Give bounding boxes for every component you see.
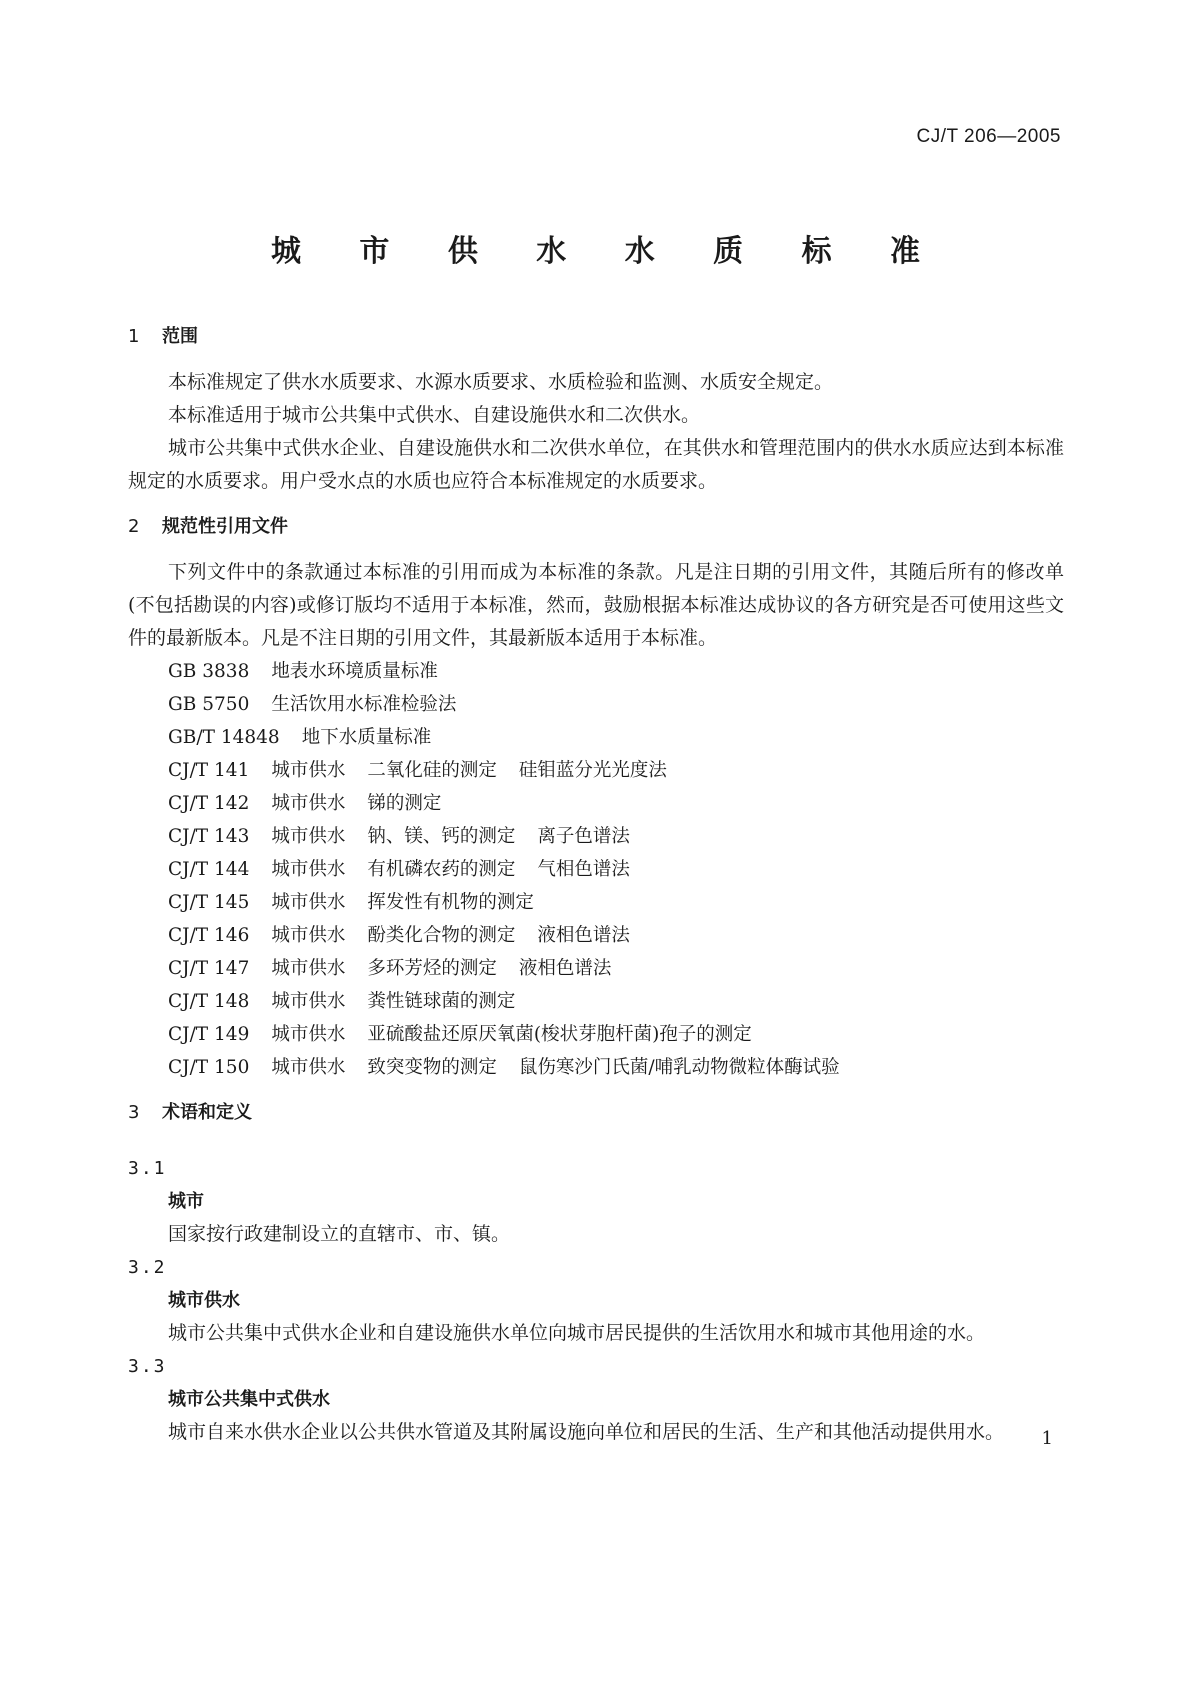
reference-code: CJ/T 145 xyxy=(168,892,250,913)
section-number: 1 xyxy=(128,326,140,347)
definition: 国家按行政建制设立的直辖市、市、镇。 xyxy=(168,1223,511,1245)
document-body xyxy=(128,320,1064,1449)
reference-title: 挥发性有机物的测定 xyxy=(367,892,534,913)
reference-item xyxy=(128,754,1064,787)
reference-code: CJ/T 149 xyxy=(168,1024,250,1045)
paragraph: 本标准规定了供水水质要求、水源水质要求、水质检验和监测、水质安全规定。 xyxy=(168,371,834,393)
reference-title: 液相色谱法 xyxy=(537,925,630,946)
clause-number: 3.2 xyxy=(128,1257,167,1278)
section-heading-normative-references xyxy=(128,510,1064,544)
clause-number: 3.3 xyxy=(128,1356,167,1377)
reference-code: CJ/T 147 xyxy=(168,958,250,979)
reference-title: 城市供水 xyxy=(271,859,346,880)
reference-title: 城市供水 xyxy=(271,1024,346,1045)
reference-item xyxy=(128,919,1064,952)
reference-title: 城市供水 xyxy=(271,892,346,913)
page-number: 1 xyxy=(1041,1428,1053,1449)
reference-code: CJ/T 146 xyxy=(168,925,250,946)
clause-3-1 xyxy=(128,1152,1064,1251)
reference-code: GB 3838 xyxy=(168,661,250,682)
reference-title: 亚硫酸盐还原厌氧菌(梭状芽胞杆菌)孢子的测定 xyxy=(367,1024,752,1045)
reference-item xyxy=(128,820,1064,853)
reference-title: 城市供水 xyxy=(271,793,346,814)
reference-title: 锑的测定 xyxy=(367,793,442,814)
reference-title: 多环芳烃的测定 xyxy=(367,958,497,979)
reference-item xyxy=(128,721,1064,754)
section-title: 术语和定义 xyxy=(162,1102,252,1123)
reference-title: 城市供水 xyxy=(271,925,346,946)
reference-title: 地下水质量标准 xyxy=(301,727,432,748)
section-title: 范围 xyxy=(162,326,198,347)
reference-title: 酚类化合物的测定 xyxy=(367,925,516,946)
standard-code: CJ/T 206—2005 xyxy=(916,126,1061,147)
reference-title: 粪性链球菌的测定 xyxy=(367,991,516,1012)
reference-item xyxy=(128,853,1064,886)
reference-title: 气相色谱法 xyxy=(537,859,630,880)
reference-title: 城市供水 xyxy=(271,1057,346,1078)
section-number: 2 xyxy=(128,516,140,537)
clause-number: 3.1 xyxy=(128,1158,167,1179)
reference-item xyxy=(128,1018,1064,1051)
reference-title: 二氧化硅的测定 xyxy=(367,760,497,781)
term: 城市公共集中式供水 xyxy=(168,1389,330,1410)
reference-code: CJ/T 141 xyxy=(168,760,250,781)
reference-code: GB 5750 xyxy=(168,694,250,715)
reference-title: 离子色谱法 xyxy=(537,826,630,847)
reference-item xyxy=(128,787,1064,820)
document-title: 城 市 供 水 水 质 标 准 xyxy=(270,234,945,269)
reference-code: GB/T 14848 xyxy=(168,727,280,748)
section-heading-scope xyxy=(128,320,1064,354)
reference-title: 硅钼蓝分光光度法 xyxy=(518,760,667,781)
reference-item xyxy=(128,1051,1064,1084)
reference-title: 生活饮用水标准检验法 xyxy=(271,694,457,715)
reference-title: 地表水环境质量标准 xyxy=(271,661,438,682)
definition: 城市自来水供水企业以公共供水管道及其附属设施向单位和居民的生活、生产和其他活动提供用水。 xyxy=(168,1421,1005,1443)
reference-title: 城市供水 xyxy=(271,826,346,847)
reference-code: CJ/T 143 xyxy=(168,826,250,847)
reference-title: 致突变物的测定 xyxy=(367,1057,497,1078)
term: 城市 xyxy=(168,1191,204,1212)
reference-title: 城市供水 xyxy=(271,991,346,1012)
reference-title: 有机磷农药的测定 xyxy=(367,859,516,880)
reference-code: CJ/T 148 xyxy=(168,991,250,1012)
reference-item xyxy=(128,655,1064,688)
reference-item xyxy=(128,952,1064,985)
reference-title: 城市供水 xyxy=(271,760,346,781)
reference-title: 钠、镁、钙的测定 xyxy=(367,826,516,847)
reference-item xyxy=(128,688,1064,721)
reference-code: CJ/T 150 xyxy=(168,1057,250,1078)
paragraph: 下列文件中的条款通过本标准的引用而成为本标准的条款。凡是注日期的引用文件，其随后所有的修改单(不包括勘误的内容)或修订版均不适用于本标准，然而，鼓励根据本标准达成协议的各方研究是否可使用这些文件的最新版本。凡是不注日期的引用文件，其最新版本适用于本标准。 xyxy=(128,561,1064,649)
definition: 城市公共集中式供水企业和自建设施供水单位向城市居民提供的生活饮用水和城市其他用途的水。 xyxy=(168,1322,986,1344)
reference-item xyxy=(128,886,1064,919)
reference-title: 城市供水 xyxy=(271,958,346,979)
reference-code: CJ/T 144 xyxy=(168,859,250,880)
clause-3-3 xyxy=(128,1350,1064,1449)
term: 城市供水 xyxy=(168,1290,240,1311)
section-heading-terms-and-definitions xyxy=(128,1096,1064,1130)
reference-list xyxy=(128,655,1064,1084)
reference-title: 鼠伤寒沙门氏菌/哺乳动物微粒体酶试验 xyxy=(518,1057,840,1078)
section-title: 规范性引用文件 xyxy=(162,516,288,537)
paragraph: 城市公共集中式供水企业、自建设施供水和二次供水单位，在其供水和管理范围内的供水水质应达到本标准规定的水质要求。用户受水点的水质也应符合本标准规定的水质要求。 xyxy=(128,437,1064,492)
paragraph: 本标准适用于城市公共集中式供水、自建设施供水和二次供水。 xyxy=(168,404,701,426)
section-number: 3 xyxy=(128,1102,140,1123)
clause-3-2 xyxy=(128,1251,1064,1350)
reference-title: 液相色谱法 xyxy=(518,958,612,979)
reference-item xyxy=(128,985,1064,1018)
reference-code: CJ/T 142 xyxy=(168,793,250,814)
